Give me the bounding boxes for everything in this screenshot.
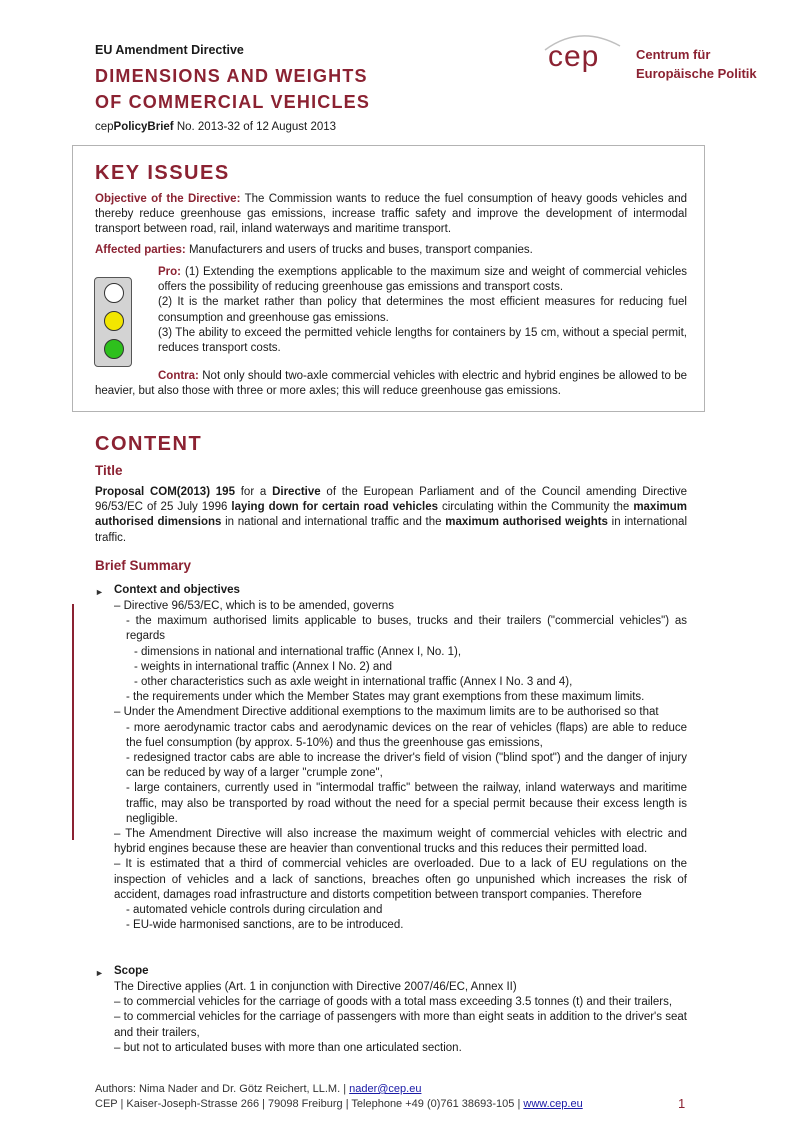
pro-item-2: (2) It is the market rather than policy that determines the most efficient measures for reducing fuel consumption and greenhouse gas emissions. xyxy=(158,296,687,324)
context-list xyxy=(114,599,687,933)
document-kicker: EU Amendment Directive xyxy=(95,43,244,57)
logo-name-line2: Europäische Politik xyxy=(636,66,757,81)
context-item-1a3: - other characteristics such as axle weight in international traffic (Annex I No. 3 and 4), xyxy=(134,676,573,689)
brief-summary-subheading: Brief Summary xyxy=(95,558,192,573)
cep-logo-name xyxy=(636,45,757,83)
title-span-5: laying down for certain road vehicles xyxy=(231,501,438,514)
website-link[interactable]: www.cep.eu xyxy=(523,1098,583,1110)
title-span-10: in international traffic. xyxy=(95,516,687,544)
footer-address xyxy=(95,1098,583,1110)
contra-text: Not only should two-axle commercial vehicles with electric and hybrid engines be allowed to be heavier, but also those with three or more axles; this will reduce greenhouse gas emissions. xyxy=(95,370,687,398)
traffic-light-top-icon xyxy=(104,283,124,303)
scope-item-3: – but not to articulated buses with more than one articulated section. xyxy=(114,1041,462,1054)
document-title-line2: OF COMMERCIAL VEHICLES xyxy=(95,92,371,112)
context-item-4b: - EU-wide harmonised sanctions, are to be introduced. xyxy=(126,919,404,932)
context-item-4a: - automated vehicle controls during circulation and xyxy=(126,904,383,917)
policy-brief-line xyxy=(95,121,336,133)
scope-item-1: – to commercial vehicles for the carriage of goods with a total mass exceeding 3.5 tonnes (t) and their trailers, xyxy=(114,996,673,1009)
contra-label: Contra: xyxy=(158,370,199,382)
affected-label: Affected parties: xyxy=(95,244,186,256)
context-bullet-icon: ► xyxy=(95,587,104,597)
pro-list xyxy=(158,265,687,356)
objective-paragraph xyxy=(95,192,687,238)
author-email-link[interactable]: nader@cep.eu xyxy=(349,1083,422,1095)
context-item-2b: - redesigned tractor cabs are able to increase the driver's field of vision ("blind spot") and the danger of injury can be reduced by way of a larger "crumple zone", xyxy=(126,752,687,780)
context-item-2a: - more aerodynamic tractor cabs and aerodynamic devices on the rear of vehicles (flaps) are able to reduce the fuel consumption (by approx. 5-10%) and thus the greenhouse gas emissions, xyxy=(126,721,687,749)
title-paragraph xyxy=(95,485,687,546)
context-item-1a2: - weights in international traffic (Annex I No. 2) and xyxy=(134,660,393,673)
title-span-3: Directive xyxy=(272,486,321,498)
scope-list xyxy=(114,980,687,1056)
traffic-light-icon xyxy=(94,277,132,367)
cep-logo-mark: cep xyxy=(548,40,600,73)
scope-heading: Scope xyxy=(114,965,149,977)
footer-authors-text: Authors: Nima Nader and Dr. Götz Reichert, LL.M. | xyxy=(95,1083,350,1095)
context-item-1b: - the requirements under which the Member States may grant exemptions from these maximum limits. xyxy=(126,691,645,704)
page-number: 1 xyxy=(678,1096,686,1111)
context-item-1a1: - dimensions in national and international traffic (Annex I, No. 1), xyxy=(134,645,462,658)
context-item-1a: - the maximum authorised limits applicable to buses, trucks and their trailers ("commercial vehicles") as regards xyxy=(126,615,687,643)
scope-intro: The Directive applies (Art. 1 in conjunction with Directive 2007/46/EC, Annex II) xyxy=(114,981,517,993)
title-span-1: Proposal COM(2013) 195 xyxy=(95,486,235,498)
context-item-2: – Under the Amendment Directive additional exemptions to the maximum limits are to be authorised so that xyxy=(114,706,659,719)
objective-text: The Commission wants to reduce the fuel consumption of heavy goods vehicles and thereby reduce greenhouse gas emissions, increase traffic safety and improve the development of intermodal transport between road, rail, inland waterways and maritime transport. xyxy=(95,193,688,236)
brief-rest: No. 2013-32 of 12 August 2013 xyxy=(173,121,337,133)
title-span-8: in national and international traffic and the xyxy=(221,516,446,529)
scope-bullet-icon: ► xyxy=(95,968,104,978)
scope-item-2: – to commercial vehicles for the carriage of passengers with more than eight seats in addition to the driver's seat and their trailers, xyxy=(114,1011,687,1039)
pro-label: Pro: xyxy=(158,266,181,278)
document-title-line1: DIMENSIONS AND WEIGHTS xyxy=(95,66,368,86)
content-heading: CONTENT xyxy=(95,433,203,455)
context-item-4: – It is estimated that a third of commercial vehicles are overloaded. Due to a lack of EU regulations on the inspection of vehicles and a lack of sanctions, breaches often go unpunished which increases the risk of accident, damages road infrastructure and distorts competition between transport companies. Therefore xyxy=(114,858,687,901)
pro-item-1 xyxy=(158,265,687,295)
footer-authors xyxy=(95,1083,421,1095)
title-span-6: circulating within the Community the xyxy=(438,501,634,514)
brief-prefix: cep xyxy=(95,121,114,133)
traffic-light-bottom-icon xyxy=(104,339,124,359)
title-span-7: maximum authorised dimensions xyxy=(95,501,687,529)
footer-address-text: CEP | Kaiser-Joseph-Strasse 266 | 79098 Freiburg | Telephone +49 (0)761 38693-105 | xyxy=(95,1098,524,1110)
title-span-9: maximum authorised weights xyxy=(445,516,608,529)
context-item-3: – The Amendment Directive will also increase the maximum weight of commercial vehicles with electric and hybrid engines because these are heavier than conventional trucks and this reduces their permitted load. xyxy=(114,828,687,856)
brief-bold: PolicyBrief xyxy=(113,121,174,133)
context-item-2c: - large containers, currently used in "intermodal traffic" between the railway, inland waterways and maritime traffic, may also be transported by road without the need for a special permit because their excess length is negligible. xyxy=(126,782,687,825)
title-span-4: of the European Parliament and of the Council amending Directive 96/53/EC of 25 July 1996 xyxy=(95,486,688,514)
objective-label: Objective of the Directive: xyxy=(95,193,241,205)
contra-paragraph xyxy=(95,369,687,399)
traffic-light-middle-icon xyxy=(104,311,124,331)
pro-item-3: (3) The ability to exceed the permitted vehicle lengths for containers by 15 cm, without a special permit, reduces transport costs. xyxy=(158,326,687,355)
pro-1-text: (1) Extending the exemptions applicable to the maximum size and weight of commercial vehicles offers the possibility of reducing greenhouse gas emissions and transport costs. xyxy=(158,266,687,294)
title-span-2: for a xyxy=(234,486,273,498)
affected-text: Manufacturers and users of trucks and buses, transport companies. xyxy=(185,244,533,256)
context-item-1: – Directive 96/53/EC, which is to be amended, governs xyxy=(114,600,394,612)
context-heading: Context and objectives xyxy=(114,584,240,596)
revision-bar xyxy=(72,604,74,840)
key-issues-heading: KEY ISSUES xyxy=(95,162,230,184)
affected-paragraph xyxy=(95,243,687,258)
logo-name-line1: Centrum für xyxy=(636,47,711,62)
title-subheading: Title xyxy=(95,463,123,478)
